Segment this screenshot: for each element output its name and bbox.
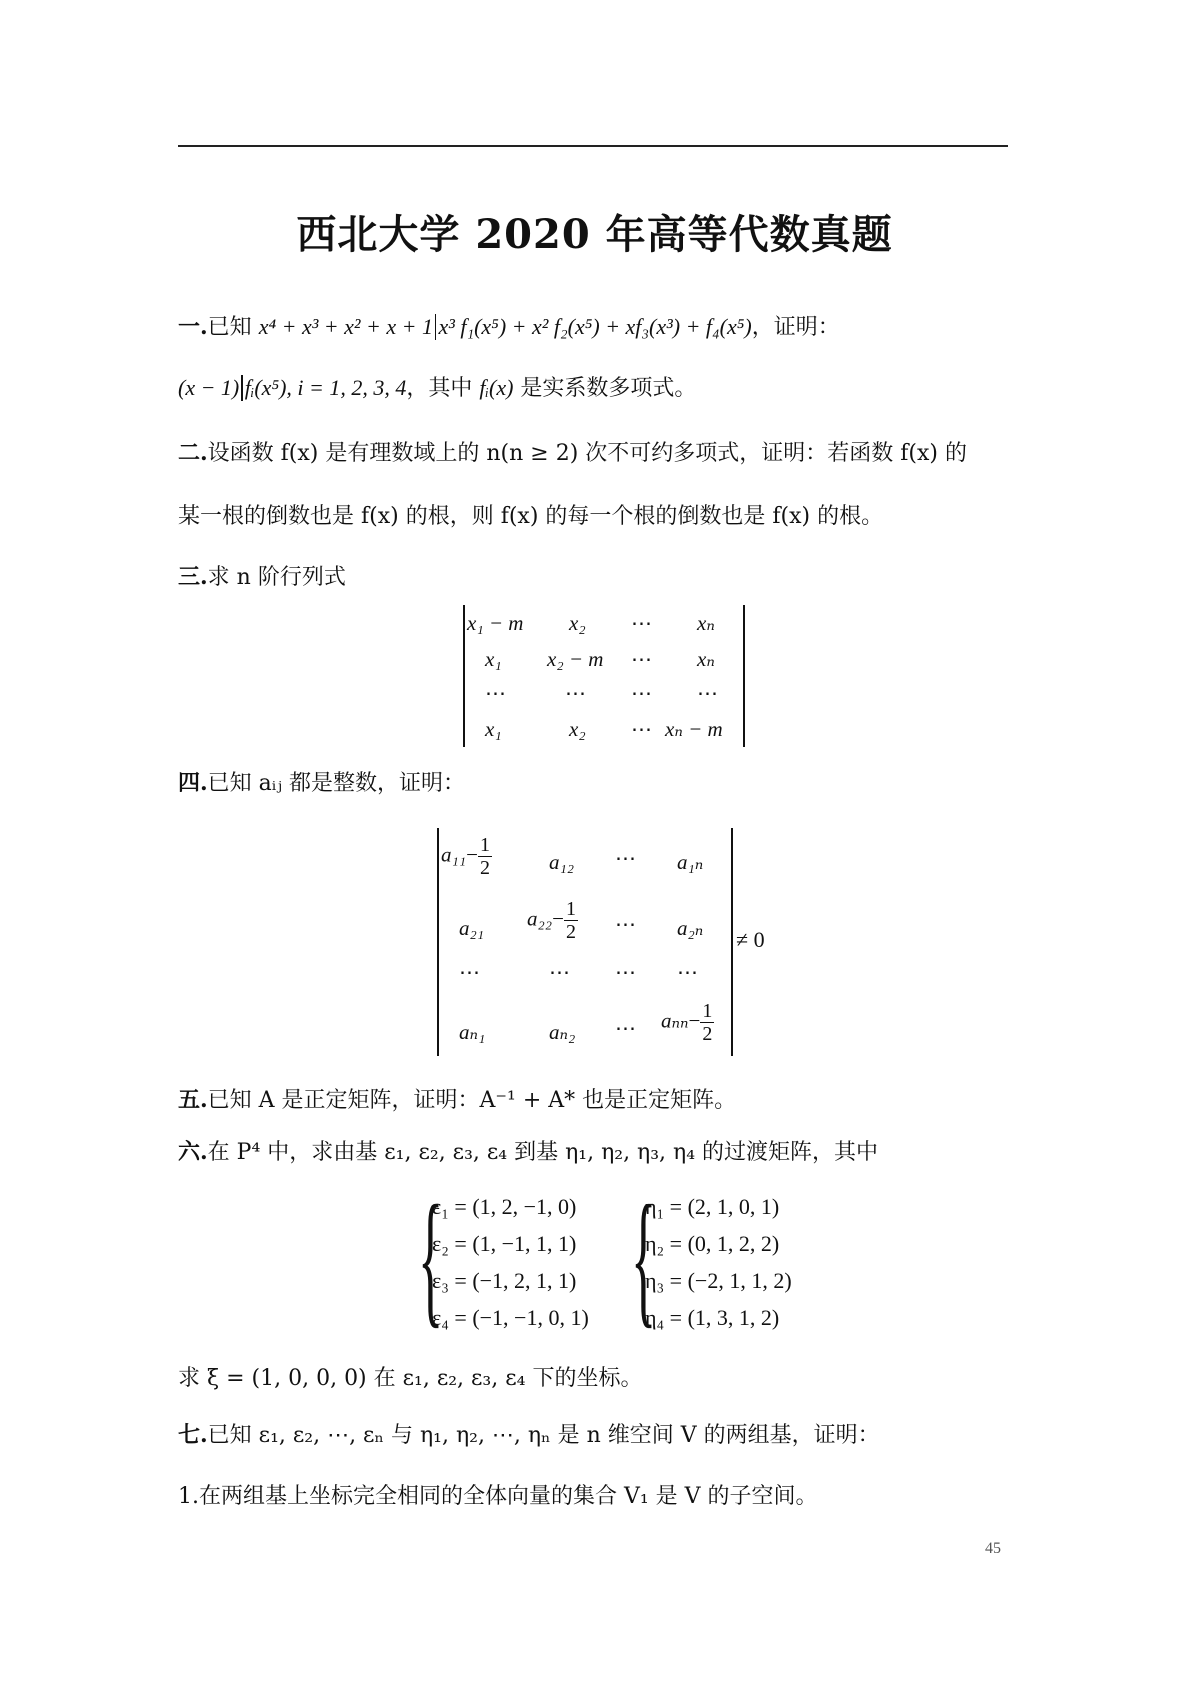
q3-text: 求 n 阶行列式 [207, 565, 346, 590]
q7-line [178, 1420, 880, 1451]
q3-determinant [463, 605, 745, 747]
divides-bar [435, 314, 437, 340]
q4-determinant [437, 828, 733, 1056]
left-brace-eps: { [418, 1175, 444, 1341]
q3-cell: x₂ [569, 611, 586, 635]
q1-real: 是实系数多项式。 [520, 376, 697, 401]
q4-cell: ⋯ [615, 846, 638, 870]
q4-cell: aₙ₂ [549, 1020, 576, 1044]
q4-cell-22: a₂₂− $\frac{1}{2}$ [527, 898, 576, 943]
q7-sub1 [178, 1482, 818, 1512]
q4-line [178, 768, 465, 799]
q3-cell: x₁ [485, 717, 502, 741]
not-equal-zero: ≠ 0 [736, 927, 765, 952]
q6-followup [178, 1364, 642, 1394]
eps-row: ε₁ = (1, 2, −1, 0) [432, 1194, 577, 1219]
q2-line1 [178, 438, 967, 469]
q1-line2 [178, 373, 696, 404]
q1-known: 已知 [207, 315, 252, 340]
eta-row: η₂ = (0, 1, 2, 2) [645, 1231, 780, 1256]
q4-cell: ⋯ [459, 960, 482, 984]
q3-cell: ⋯ [697, 681, 720, 705]
half-fraction: $\frac{1}{2}$ [702, 1000, 713, 1045]
q4-text: 已知 aᵢⱼ 都是整数，证明： [207, 771, 466, 796]
q3-cell: ⋯ [565, 681, 588, 705]
q2-line2 [178, 502, 883, 532]
q1-prove: ，证明： [751, 315, 840, 340]
q6-label: 六. [178, 1139, 208, 1165]
q2-text2: 某一根的倒数也是 f(x) 的根，则 f(x) 的每一个根的倒数也是 f(x) 的根。 [178, 504, 884, 529]
q3-cell: ⋯ [631, 681, 654, 705]
q4-cell: ⋯ [615, 960, 638, 984]
q3-cell: xₙ [697, 647, 715, 671]
q5-text: 已知 A 是正定矩阵，证明：A⁻¹ + A* 也是正定矩阵。 [207, 1088, 737, 1113]
q6-followup-text: 求 ξ = (1, 0, 0, 0) 在 ε₁, ε₂, ε₃, ε₄ 下的坐标。 [178, 1366, 643, 1391]
q7-sub1-text: 1.在两组基上坐标完全相同的全体向量的集合 V₁ 是 V 的子空间。 [178, 1484, 818, 1509]
q4-cell: a₂₁ [459, 916, 485, 940]
q3-label: 三. [178, 564, 208, 590]
q6-line [178, 1137, 878, 1168]
q2-label: 二. [178, 440, 208, 466]
q3-cell: x₁ [485, 647, 502, 671]
q4-cell: a₁₂ [549, 850, 575, 874]
q4-cell-nn: aₙₙ− $\frac{1}{2}$ [661, 1000, 713, 1045]
q4-cell: aₙ₁ [459, 1020, 486, 1044]
q3-cell: ⋯ [631, 717, 654, 741]
q4-cell: ⋯ [677, 960, 700, 984]
eps-row: ε₂ = (1, −1, 1, 1) [432, 1231, 577, 1256]
eps-row: ε₄ = (−1, −1, 0, 1) [432, 1305, 589, 1330]
q1-where: ，其中 [406, 376, 473, 401]
q3-cell: xₙ − m [665, 717, 723, 741]
q4-cell: ⋯ [615, 912, 638, 936]
q1-rhs: x³ f₁(x⁵) + x² f₂(x⁵) + xf₃(x³) + f₄(x⁵) [438, 314, 752, 339]
q5-line [178, 1085, 736, 1116]
q1-factor: (x − 1) [178, 375, 240, 400]
eps-system [432, 1188, 589, 1336]
q1-line1 [178, 312, 840, 343]
page-title: 西北大学 2020 年高等代数真题 [296, 211, 893, 258]
q3-cell: ⋯ [631, 611, 654, 635]
q3-cell: x₂ [569, 717, 586, 741]
q4-label: 四. [178, 770, 208, 796]
left-brace-eta: { [631, 1175, 657, 1341]
half-fraction: $\frac{1}{2}$ [479, 834, 490, 879]
page-number: 45 [985, 1540, 1001, 1557]
eta-row: η₁ = (2, 1, 0, 1) [645, 1194, 780, 1219]
q1-fix: fᵢ(x) [479, 375, 514, 400]
q5-label: 五. [178, 1087, 208, 1113]
q1-label: 一. [178, 314, 208, 340]
eps-row: ε₃ = (−1, 2, 1, 1) [432, 1268, 577, 1293]
eta-system [645, 1188, 792, 1336]
q4-cell: ⋯ [615, 1016, 638, 1040]
divides-bar [241, 375, 243, 401]
q3-cell: ⋯ [631, 647, 654, 671]
q4-cell: a₁ₙ [677, 850, 704, 874]
q7-label: 七. [178, 1422, 208, 1448]
q6-text: 在 P⁴ 中，求由基 ε₁, ε₂, ε₃, ε₄ 到基 η₁, η₂, η₃, η₄ 的过渡矩阵，其中 [207, 1140, 879, 1165]
q3-cell: ⋯ [485, 681, 508, 705]
q3-cell: x₁ − m [467, 611, 524, 635]
eta-row: η₄ = (1, 3, 1, 2) [645, 1305, 780, 1330]
q4-cell: ⋯ [549, 960, 572, 984]
q3-line [178, 562, 346, 593]
half-fraction: $\frac{1}{2}$ [565, 898, 576, 943]
q2-text1: 设函数 f(x) 是有理数域上的 n(n ≥ 2) 次不可约多项式，证明：若函数 f(x) 的 [207, 441, 967, 466]
q3-cell: xₙ [697, 611, 715, 635]
q7-text: 已知 ε₁, ε₂, ⋯, εₙ 与 η₁, η₂, ⋯, ηₙ 是 n 维空间 V 的两组基，证明： [207, 1423, 880, 1448]
eta-row: η₃ = (−2, 1, 1, 2) [645, 1268, 792, 1293]
q1-lhs: x⁴ + x³ + x² + x + 1 [258, 314, 433, 339]
header-rule [178, 145, 1008, 147]
q3-cell: x₂ − m [547, 647, 604, 671]
q1-fi: fᵢ(x⁵), i = 1, 2, 3, 4 [244, 375, 407, 400]
q4-cell: a₂ₙ [677, 916, 704, 940]
q4-cell-11: a₁₁− $\frac{1}{2}$ [441, 834, 490, 879]
